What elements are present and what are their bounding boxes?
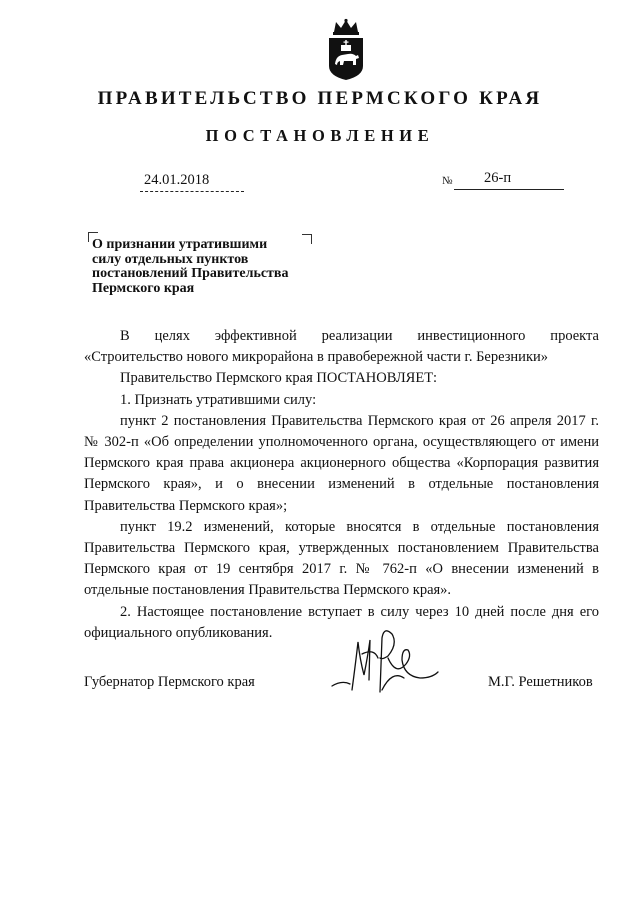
signer-title: Губернатор Пермского края: [84, 674, 255, 690]
heading-line: постановлений Правительства: [92, 266, 289, 281]
document-type: ПОСТАНОВЛЕНИЕ: [205, 126, 435, 145]
signer-name: М.Г. Решетников: [488, 674, 593, 690]
number-field: [454, 170, 564, 188]
heading-line: Пермского края: [92, 280, 195, 296]
number-underline: [454, 189, 564, 190]
document-body: [84, 326, 599, 644]
document-number: 26-п: [484, 170, 512, 186]
paragraph-subitem-2: пункт 19.2 изменений, которые вносятся в отдельные постановления Правительства Пермского края, утвержденных постановлением Правительства Пермского края от 19 сентября 2017 г. № 762-п «О внесении изменений в отдельные постановления Правительства Пермского края».: [84, 518, 599, 599]
paragraph-purpose-line1: В целях эффективной реализации инвестиционного проекта: [120, 328, 599, 344]
coat-of-arms-icon: [326, 18, 366, 82]
heading-line: О признании утратившими: [92, 237, 268, 252]
paragraph-purpose-line2: «Строительство нового микрорайона в правобережной части г. Березники»: [84, 349, 548, 366]
document-heading: [92, 238, 332, 296]
number-sign: №: [442, 175, 453, 187]
heading-line: силу отдельных пунктов: [92, 251, 249, 267]
date-underline: [140, 191, 244, 192]
document-date: 24.01.2018: [144, 172, 210, 188]
paragraph-item-2: 2. Настоящее постановление вступает в силу через 10 дней после дня его официального опубликования.: [84, 603, 599, 641]
paragraph-item-1: 1. Признать утратившими силу:: [120, 391, 317, 408]
date-field: [140, 172, 244, 189]
paragraph-subitem-1: пункт 2 постановления Правительства Пермского края от 26 апреля 2017 г. № 302-п «Об определении уполномоченного органа, осуществляющего от имени Пермского края права акционера акционерного общества «Корпорация развития Пермского края», и о внесении изменений в отдельные постановления Правительства Пермского края»;: [84, 412, 599, 514]
organization-title: ПРАВИТЕЛЬСТВО ПЕРМСКОГО КРАЯ: [97, 88, 543, 109]
handwritten-signature-icon: [322, 620, 442, 702]
paragraph-resolves: Правительство Пермского края ПОСТАНОВЛЯЕТ:: [120, 370, 438, 387]
